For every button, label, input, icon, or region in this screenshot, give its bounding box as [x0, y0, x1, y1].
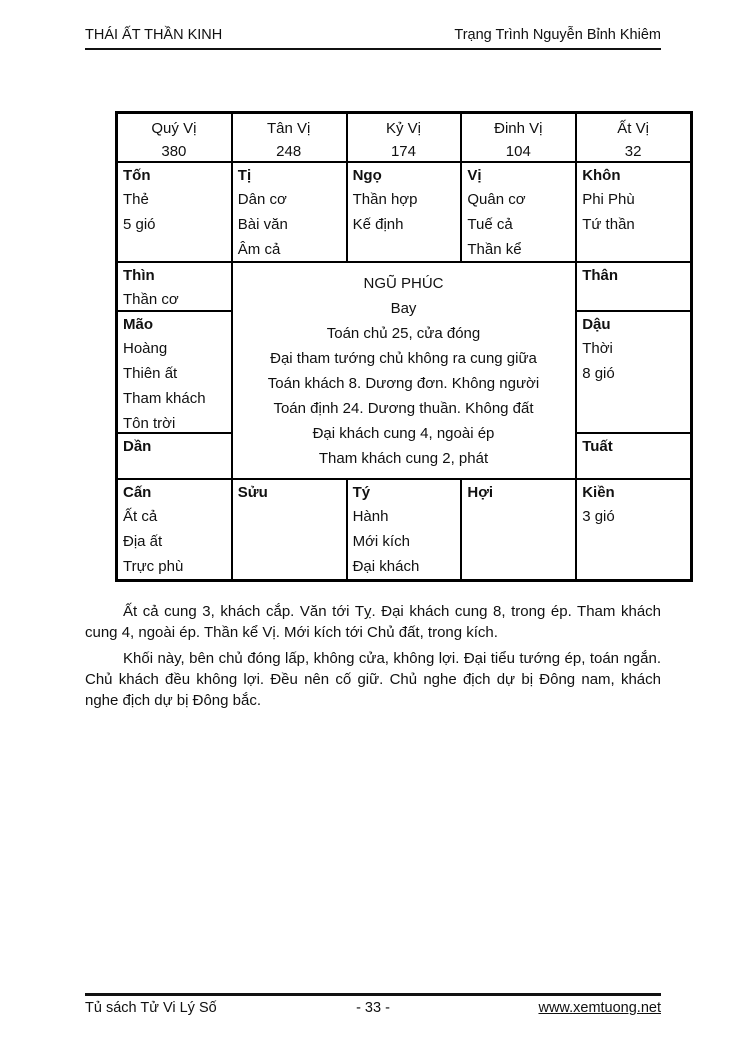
cell-line: Hành — [352, 508, 389, 525]
cell-line: NGŨ PHÚC — [363, 275, 444, 292]
cell-lines — [353, 187, 455, 237]
cell-value: 380 — [161, 143, 187, 160]
cell-line: Thiên ất — [123, 365, 178, 382]
cell-line: Toán định 24. Dương thuần. Không đất — [273, 400, 534, 417]
cell-title: Ất Vị — [617, 120, 649, 137]
header-book-title: THÁI ẤT THẦN KINH — [85, 27, 223, 43]
paragraph-2: Khối này, bên chủ đóng lấp, không cửa, không lợi. Đại tiểu tướng ép, toán ngắn. Chủ khách đều không lợi. Đều nên cố giữ. Chủ nghe địch dự bị Đông nam, khách nghe địch dự bị Đông bắc. — [85, 650, 661, 709]
cell-line: Thần cơ — [123, 291, 179, 308]
cell-line: 8 gió — [582, 365, 615, 382]
cell-line: Mới kích — [352, 533, 410, 550]
cell-title: Dậu — [582, 316, 611, 333]
cell-thin — [117, 262, 232, 311]
cell-line: Hoàng — [123, 340, 168, 357]
cell-line: 3 gió — [582, 508, 615, 525]
cell-line: 5 gió — [123, 216, 156, 233]
cell-lines — [123, 187, 225, 237]
page-header — [85, 27, 661, 50]
cell-ky-vi — [347, 113, 462, 162]
cell-line: Âm cả — [237, 241, 281, 258]
cell-title: Mão — [123, 316, 153, 333]
cell-line: Quân cơ — [467, 191, 526, 208]
cell-line: Bay — [390, 300, 417, 317]
body-text — [85, 601, 661, 716]
cell-line: Tôn trời — [123, 415, 176, 432]
cell-than — [576, 262, 691, 311]
cell-can — [117, 479, 232, 580]
cell-mao — [117, 311, 232, 433]
cell-ty — [347, 479, 462, 580]
cell-line: Đại tham tướng chủ không ra cung giữa — [270, 350, 537, 367]
cell-value: 104 — [505, 143, 531, 160]
cell-ngu-phuc-center — [232, 262, 576, 479]
cell-dau — [576, 311, 691, 433]
cell-line: Ất cả — [123, 508, 158, 525]
cell-quy-vi — [117, 113, 232, 162]
cell-lines — [582, 504, 684, 529]
cell-at-vi — [576, 113, 691, 162]
cell-ton — [117, 162, 232, 262]
cell-lines — [353, 504, 455, 579]
cell-value: 248 — [276, 143, 302, 160]
cell-lines — [238, 187, 340, 262]
cell-line: Thần kể — [467, 241, 522, 258]
cell-lines — [123, 336, 225, 433]
cell-title: Kỷ Vị — [385, 120, 421, 137]
cell-title: Tý — [352, 484, 371, 501]
cell-title: Thân — [582, 267, 619, 284]
cell-title: Sửu — [237, 484, 268, 501]
cell-title: Vị — [467, 167, 482, 184]
cell-line: Bài văn — [237, 216, 288, 233]
cell-line: Tham khách cung 2, phát — [318, 450, 489, 467]
cell-lines — [123, 504, 225, 579]
footer-series-title: Tủ sách Tử Vi Lý Số — [85, 1000, 217, 1016]
cell-line: Đại khách cung 4, ngoài ép — [312, 425, 495, 442]
cell-title: Khôn — [582, 167, 621, 184]
cell-hoi — [461, 479, 576, 580]
footer-website — [469, 1000, 661, 1017]
cell-line: Toán khách 8. Dương đơn. Không người — [267, 375, 540, 392]
cell-dinh-vi — [461, 113, 576, 162]
cell-ngo — [347, 162, 462, 262]
cell-line: Đại khách — [352, 558, 420, 575]
cell-title: Đinh Vị — [494, 120, 543, 137]
cell-title: Kiền — [582, 484, 615, 501]
header-author: Trạng Trình Nguyễn Bỉnh Khiêm — [454, 27, 661, 43]
cell-line: Thời — [582, 340, 613, 357]
cell-line: Kế định — [352, 216, 404, 233]
cell-line: Phi Phù — [582, 191, 635, 208]
cell-khon — [576, 162, 691, 262]
cell-line: Tuế cả — [467, 216, 513, 233]
cell-line: Trực phù — [123, 558, 184, 575]
paragraph-1: Ất cả cung 3, khách cắp. Văn tới Tỵ. Đại khách cung 8, trong ép. Tham khách cung 4, ngoài ép. Thần kể Vị. Mới kích tới Chủ đất, trong kích. — [85, 603, 661, 641]
cell-kien — [576, 479, 691, 580]
cell-line: Địa ất — [123, 533, 163, 550]
cell-line: Tứ thần — [582, 216, 635, 233]
cell-title: Tốn — [123, 167, 151, 184]
cell-value: 32 — [624, 143, 642, 160]
page-footer — [85, 993, 661, 1017]
cell-lines — [123, 287, 225, 311]
cell-title: Cấn — [123, 484, 152, 501]
footer-page-number: - 33 - — [356, 1000, 390, 1016]
cell-line: Thẻ — [123, 191, 149, 208]
cell-title: Hợi — [467, 484, 494, 501]
cell-title: Quý Vị — [151, 120, 197, 137]
cell-title: Tuất — [582, 438, 613, 455]
cell-title: Dần — [123, 438, 152, 455]
cell-title: Tân Vị — [267, 120, 311, 137]
cell-line: Toán chủ 25, cửa đóng — [326, 325, 481, 342]
cell-title: Thìn — [123, 267, 155, 284]
cell-lines — [582, 336, 684, 386]
thai-at-chart-table — [115, 111, 693, 582]
center-lines — [238, 271, 569, 471]
cell-line: Tham khách — [123, 390, 206, 407]
cell-dan — [117, 433, 232, 479]
cell-value: 174 — [390, 143, 416, 160]
cell-lines — [582, 187, 684, 237]
cell-vi — [461, 162, 576, 262]
cell-tuat — [576, 433, 691, 479]
cell-line: Dân cơ — [237, 191, 287, 208]
cell-ti — [232, 162, 347, 262]
cell-title: Tị — [237, 167, 252, 184]
cell-tan-vi — [232, 113, 347, 162]
cell-lines — [467, 187, 569, 262]
cell-line: Thần hợp — [352, 191, 418, 208]
cell-suu — [232, 479, 347, 580]
cell-title: Ngọ — [352, 167, 382, 184]
website-link[interactable]: www.xemtuong.net — [538, 1000, 661, 1016]
